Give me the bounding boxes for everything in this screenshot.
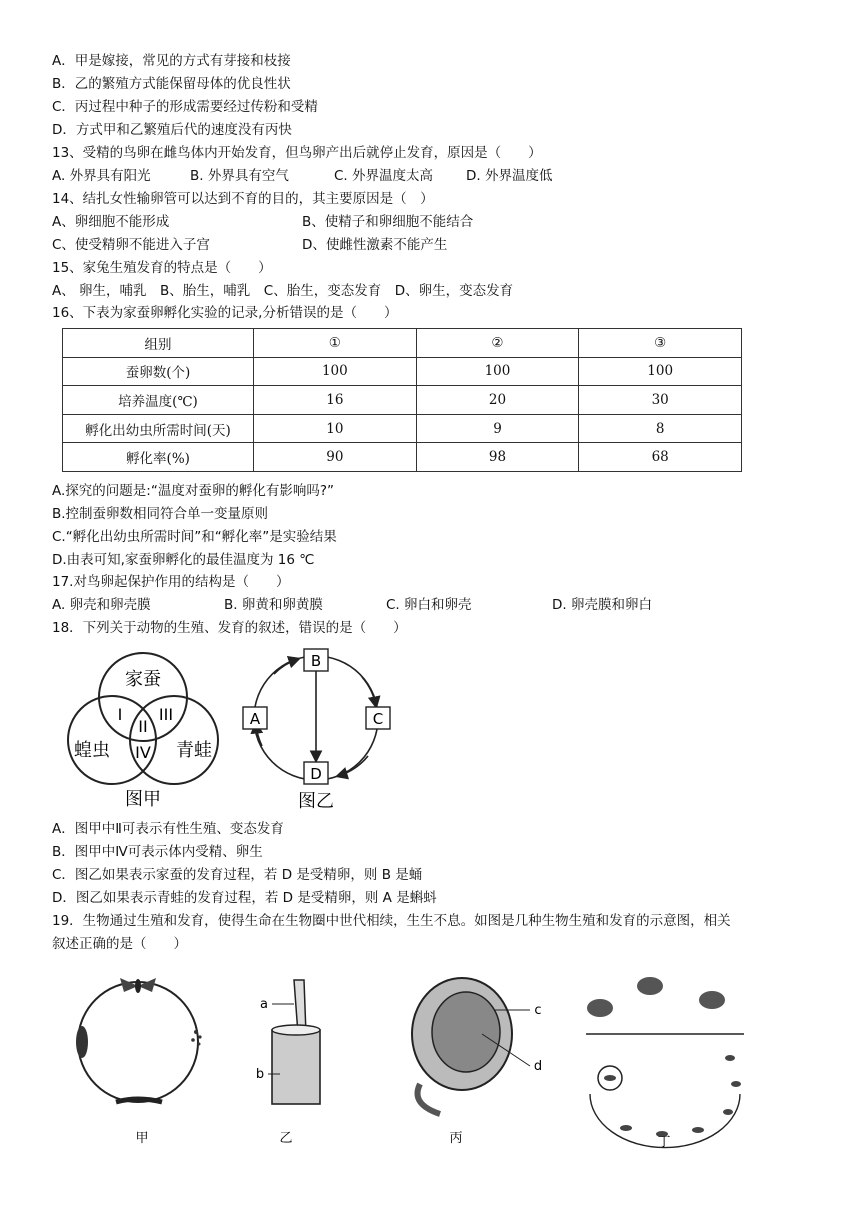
arrow-icon — [274, 659, 298, 674]
table-cell: 孵化出幼虫所需时间(天) — [63, 414, 254, 443]
moth-icon — [120, 978, 156, 993]
node-label-a: A — [249, 710, 261, 728]
q12-option-d: D．方式甲和乙繁殖后代的速度没有丙快 — [52, 122, 292, 138]
table-cell: ① — [254, 329, 417, 358]
venn-label-frog: 青蛙 — [176, 740, 212, 761]
node-label-c: C — [372, 710, 384, 728]
table-row — [63, 357, 742, 386]
venn-region-2: II — [138, 717, 148, 736]
q15-options: A、 卵生，哺乳 B、胎生，哺乳 C、胎生，变态发育 D、卵生，变态发育 — [52, 283, 514, 299]
table-cell: 蚕卵数(个) — [63, 357, 254, 386]
table-cell: 10 — [254, 414, 417, 443]
cycle-caption: 图乙 — [298, 791, 334, 812]
figure-yi-grafting — [250, 974, 340, 1154]
q16-option-d: D.由表可知,家蚕卵孵化的最佳温度为 16 ℃ — [52, 552, 315, 568]
table-cell: 100 — [254, 357, 417, 386]
node-label-d: D — [310, 765, 322, 783]
q18-option-b: B．图甲中Ⅳ可表示体内受精、卵生 — [52, 844, 263, 860]
figure-jia-insect-cycle — [72, 974, 222, 1154]
q18-option-a: A．图甲中Ⅱ可表示有性生殖、变态发育 — [52, 821, 284, 837]
q17-stem: 17.对鸟卵起保护作用的结构是（ ） — [52, 574, 290, 590]
cycle-diagram — [238, 648, 398, 814]
q12-option-b: B．乙的繁殖方式能保留母体的优良性状 — [52, 76, 291, 92]
table-cell: 组别 — [63, 329, 254, 358]
table-row — [63, 386, 742, 415]
figure-bing-fetus — [390, 974, 560, 1154]
table-cell: 9 — [416, 414, 579, 443]
table-cell: 培养温度(℃) — [63, 386, 254, 415]
venn-label-locust: 蝗虫 — [74, 740, 110, 761]
table-row — [63, 443, 742, 472]
venn-diagram — [64, 650, 224, 812]
table-cell: 30 — [579, 386, 742, 415]
eggs-icon — [191, 1030, 201, 1046]
arrow-icon — [362, 677, 376, 706]
frog-icon — [587, 977, 725, 1017]
figure-caption-yi: 乙 — [279, 1131, 293, 1146]
table-cell: 98 — [416, 443, 579, 472]
pupa-icon — [76, 1026, 88, 1058]
label-b: b — [255, 1067, 265, 1082]
q14-option-d: D、使雌性激素不能产生 — [302, 237, 448, 253]
table-row — [63, 414, 742, 443]
table-cell: ③ — [579, 329, 742, 358]
tadpole-icon — [620, 1055, 741, 1137]
table-header-row — [63, 329, 742, 358]
table-cell: 100 — [579, 357, 742, 386]
q18-option-d: D．图乙如果表示青蛙的发育过程，若 D 是受精卵，则 A 是蝌蚪 — [52, 890, 437, 906]
q12-option-c: C．丙过程中种子的形成需要经过传粉和受精 — [52, 99, 318, 115]
figure-caption-jia: 甲 — [135, 1131, 149, 1146]
q16-option-c: C.“孵化出幼虫所需时间”和“孵化率”是实验结果 — [52, 529, 337, 545]
q13-option-d: D. 外界温度低 — [466, 168, 553, 184]
q19-stem-line1: 19．生物通过生殖和发育，使得生命在生物圈中世代相续，生生不息。如图是几种生物生殖和发育的示意图，相关 — [52, 913, 731, 929]
table-cell: 100 — [416, 357, 579, 386]
q13-option-a: A. 外界具有阳光 — [52, 168, 151, 184]
q16-stem: 16、下表为家蚕卵孵化实验的记录,分析错误的是（ ） — [52, 305, 398, 321]
q17-option-a: A. 卵壳和卵壳膜 — [52, 597, 151, 613]
fetus-icon — [432, 992, 500, 1072]
table-cell: ② — [416, 329, 579, 358]
table-cell: 68 — [579, 443, 742, 472]
q16-option-a: A.探究的问题是:“温度对蚕卵的孵化有影响吗?” — [52, 483, 334, 499]
venn-region-3: III — [158, 705, 174, 724]
q16-option-b: B.控制蚕卵数相同符合单一变量原则 — [52, 506, 269, 522]
q18-stem: 18．下列关于动物的生殖、发育的叙述，错误的是（ ） — [52, 620, 407, 636]
table-cell: 8 — [579, 414, 742, 443]
venn-caption: 图甲 — [125, 789, 161, 810]
q15-stem: 15、家兔生殖发育的特点是（ ） — [52, 260, 272, 276]
q13-option-c: C. 外界温度太高 — [334, 168, 434, 184]
q18-option-c: C．图乙如果表示家蚕的发育过程，若 D 是受精卵，则 B 是蛹 — [52, 867, 423, 883]
silkworm-hatching-table — [62, 328, 742, 472]
table-cell: 20 — [416, 386, 579, 415]
venn-region-1: I — [117, 705, 123, 724]
figure-ding-frog-cycle — [580, 966, 750, 1156]
q13-option-b: B. 外界具有空气 — [190, 168, 289, 184]
label-c: c — [534, 1003, 542, 1018]
q13-stem: 13、受精的鸟卵在雌鸟体内开始发育，但鸟卵产出后就停止发育，原因是（ ） — [52, 145, 542, 161]
q14-stem: 14、结扎女性输卵管可以达到不育的目的，其主要原因是（ ） — [52, 191, 434, 207]
table-cell: 90 — [254, 443, 417, 472]
venn-label-silkworm: 家蚕 — [125, 669, 161, 690]
table-cell: 16 — [254, 386, 417, 415]
stock-top-icon — [272, 1025, 320, 1035]
stock-icon — [272, 1030, 320, 1104]
q14-option-a: A、卵细胞不能形成 — [52, 214, 170, 230]
q12-option-a: A．甲是嫁接，常见的方式有芽接和枝接 — [52, 53, 291, 69]
q17-option-d: D. 卵壳膜和卵白 — [552, 597, 652, 613]
q14-option-c: C、使受精卵不能进入子宫 — [52, 237, 210, 253]
node-label-b: B — [310, 652, 322, 670]
q17-option-b: B. 卵黄和卵黄膜 — [224, 597, 323, 613]
figure-caption-bing: 丙 — [449, 1131, 463, 1146]
label-a: a — [260, 997, 268, 1012]
table-cell: 孵化率(%) — [63, 443, 254, 472]
cycle-ring — [78, 982, 198, 1102]
q17-option-c: C. 卵白和卵壳 — [386, 597, 472, 613]
label-d: d — [533, 1059, 543, 1074]
q19-stem-line2: 叙述正确的是（ ） — [52, 936, 187, 952]
q14-option-b: B、使精子和卵细胞不能结合 — [302, 214, 474, 230]
figure-caption-ding: 丁 — [657, 1135, 671, 1150]
venn-region-4: IV — [135, 743, 151, 762]
